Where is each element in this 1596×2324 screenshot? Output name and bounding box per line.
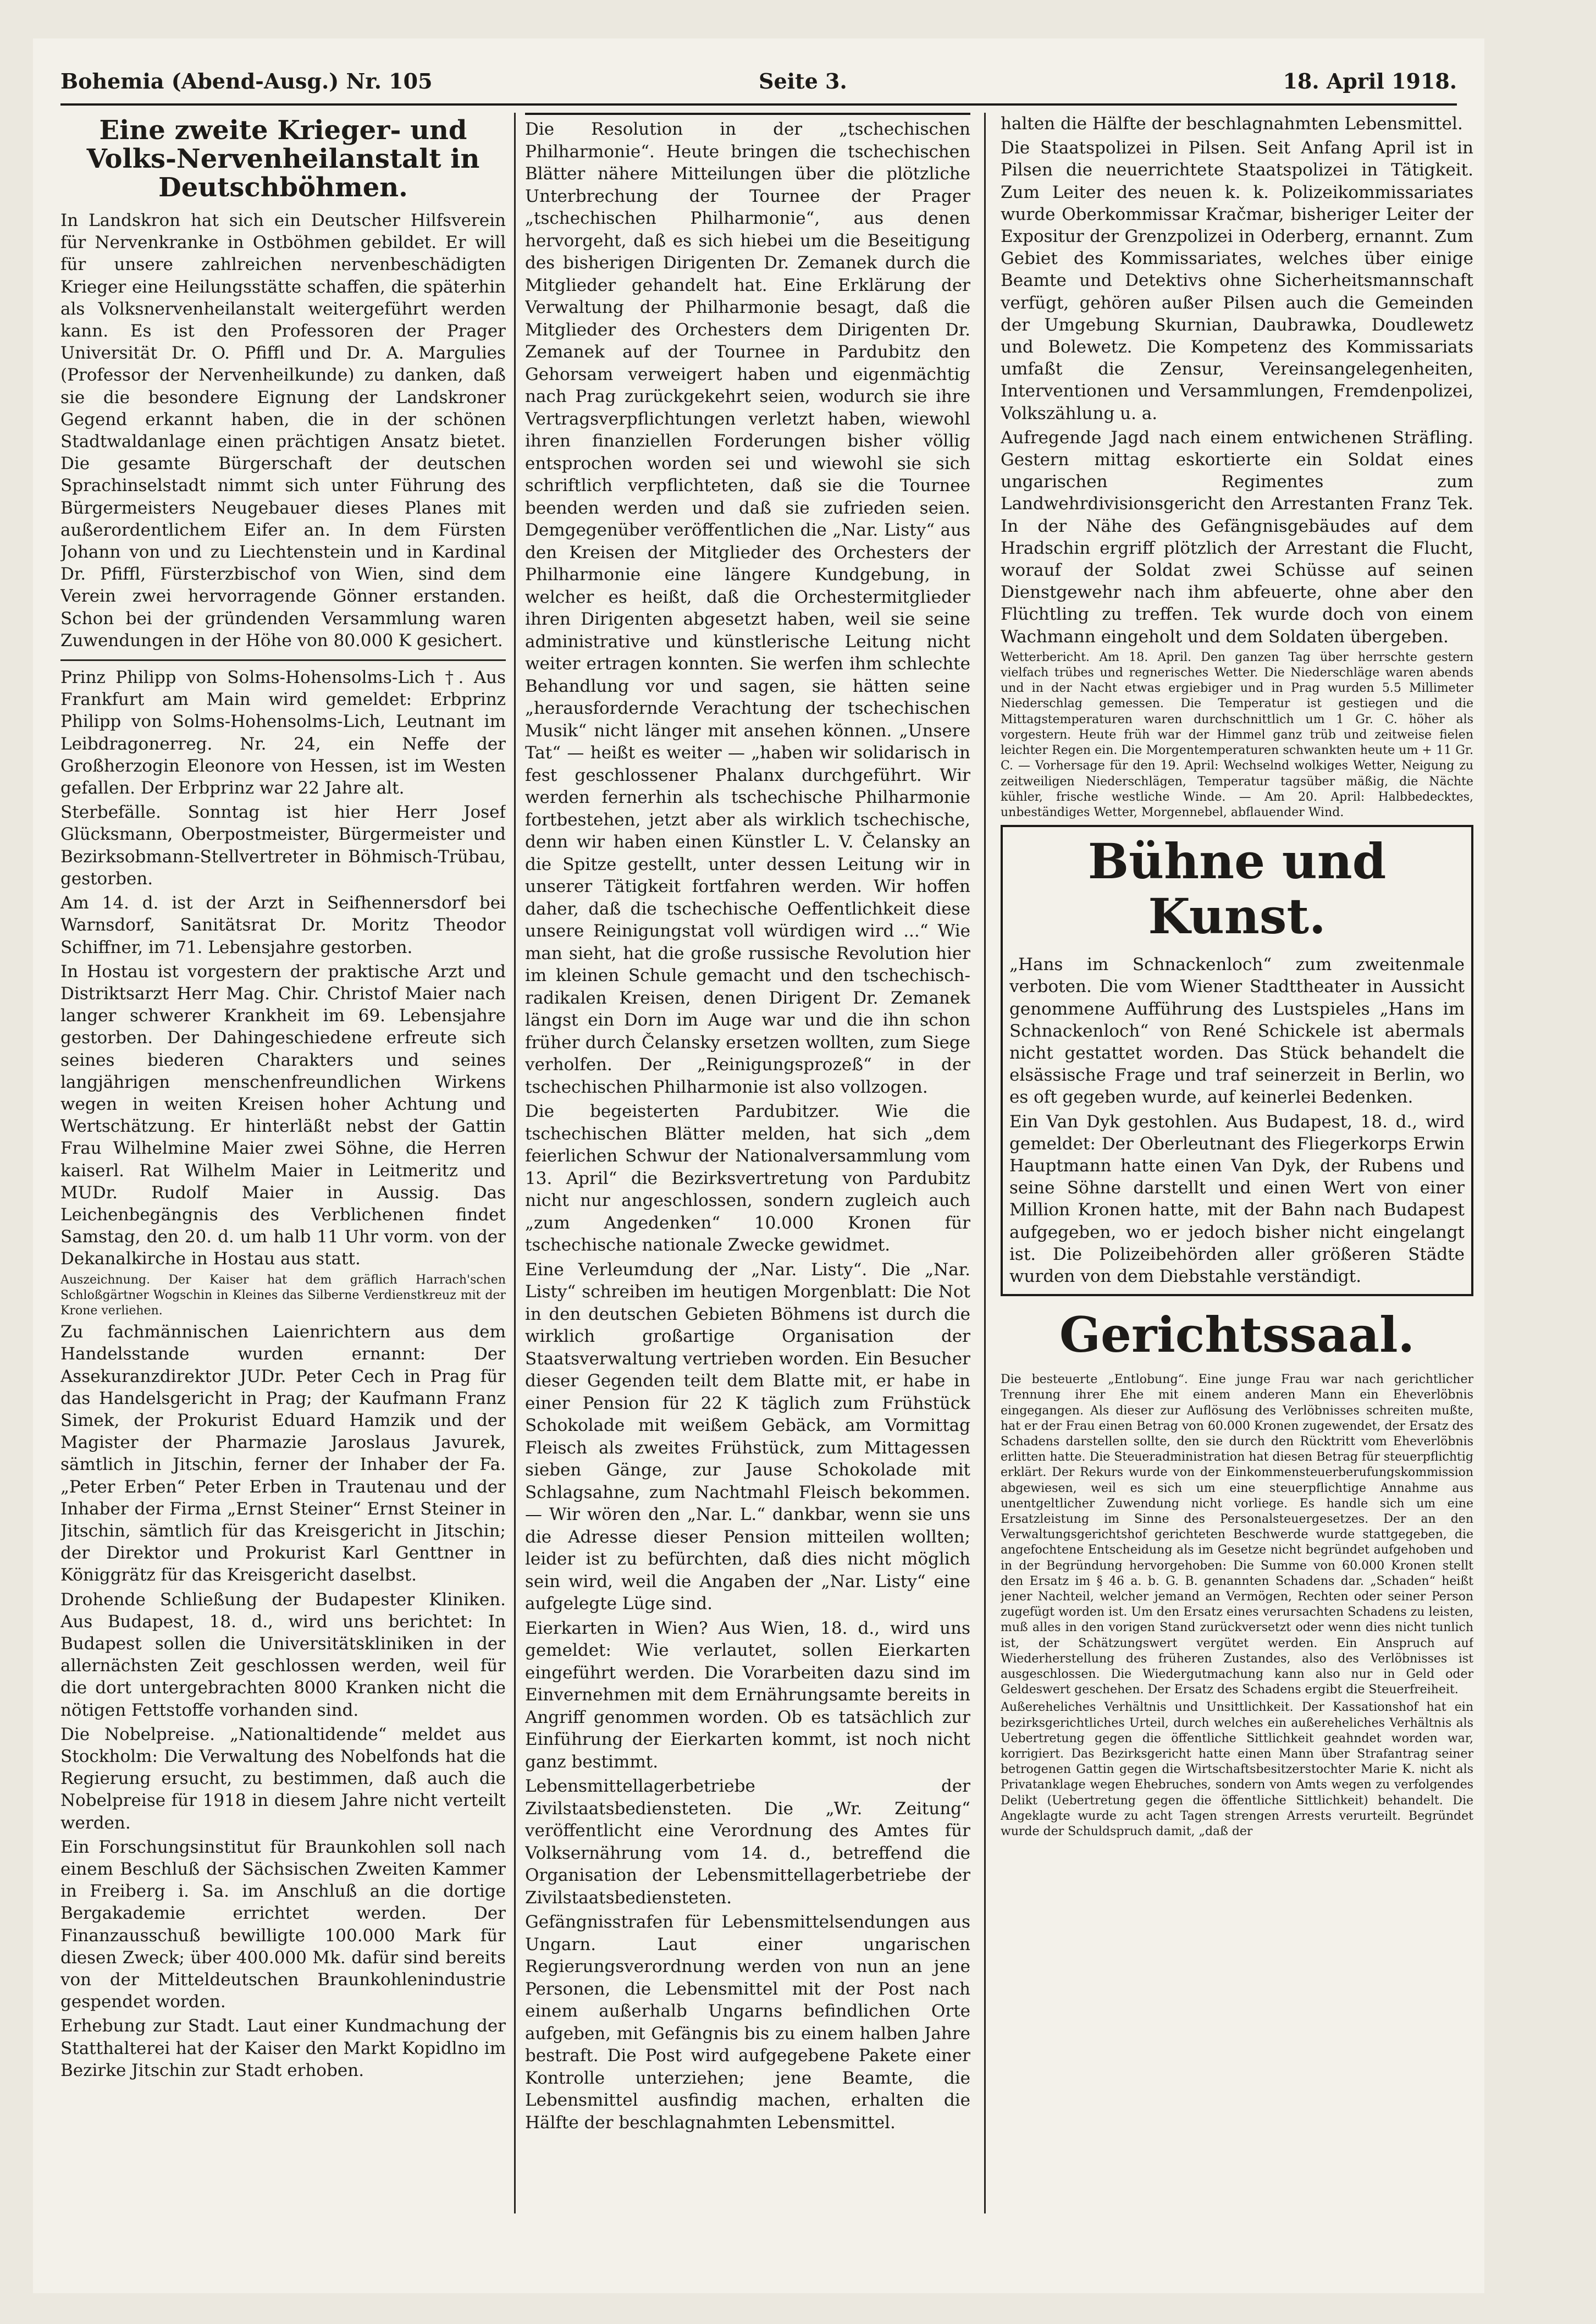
page-header	[60, 69, 1457, 99]
article-paragraph: Drohende Schließung der Budapester Kliniken. Aus Budapest, 18. d., wird uns berichtet: In Budapest sollen die Universitätskliniken in der allernächsten Zeit geschlossen werden, weil für die dort untergebrachten 8000 Kranken nicht die nötigen Fettstoffe vorhanden sind.	[60, 1589, 506, 1720]
article-paragraph: Lebensmittellagerbetriebe der Zivilstaatsbediensteten. Die „Wr. Zeitung“ veröffentlicht eine Verordnung des Amtes für Volksernährung vom 14. d., betreffend die Organisation der Lebensmittellagerbetriebe der Zivilstaatsbediensteten.	[525, 1776, 970, 1908]
header-page-number: Seite 3.	[759, 69, 847, 93]
article-paragraph: Die Resolution in der „tschechischen Philharmonie“. Heute bringen die tschechischen Blätter nähere Mitteilungen über die plötzliche Unterbrechung der Tournee der Prager „tschechischen Philharmonie“, aus denen hervorgeht, daß es sich hiebei um die Beseitigung des bisherigen Dirigenten Dr. Zemanek durch die Mitglieder gehandelt hat. Eine Erklärung der Verwaltung der Philharmonie besagt, daß die Mitglieder des Orchesters dem Dirigenten Dr. Zemanek auf der Tournee in Pardubitz den Gehorsam verweigert haben und eigenmächtig nach Prag zurückgekehrt seien, wodurch sie ihre Vertragsverpflichtungen verletzt haben, wiewohl ihren finanziellen Forderungen bisher völlig entsprochen worden sei und wiewohl sie sich schriftlich verpflichteten, daß sie die Tournee beenden werden und daß sie zufrieden seien. Demgegenüber veröffentlichen die „Nar. Listy“ aus den Kreisen der Mitglieder des Orchesters der Philharmonie eine längere Kundgebung, in welcher es heißt, daß die Orchestermitglieder ihren Dirigenten abgesetzt haben, weil sie seine administrative und künstlerische Leitung nicht weiter ertragen konnten. Sie werfen ihm schlechte Behandlung vor und sagen, sie hätten seine „herausfordernde Verachtung der tschechischen Musik“ nicht länger mit ansehen können. „Unsere Tat“ — heißt es weiter — „haben wir solidarisch in fest geschlossener Phalanx durchgeführt. Wir werden fernerhin als tschechische Philharmonie fortbestehen, jetzt aber als wirklich tschechische, denn wir haben einen Künstler L. V. Čelansky an die Spitze gestellt, unter dessen Leitung wir in unserer Tätigkeit fortfahren werden. Wir hoffen daher, daß die tschechische Oeffentlichkeit diese unsere Reinigungstat voll würdigen wird ...“ Wie man sieht, hat die große russische Revolution hier im kleinen Schule gemacht und den tschechisch-radikalen Kreisen, denen Dirigent Dr. Zemanek längst ein Dorn im Auge war und die ihn schon früher durch Čelansky ersetzen wollten, zum Siege verholfen. Der „Reinigungsprozeß“ in der tschechischen Philharmonie ist also vollzogen.	[525, 119, 970, 1097]
article-paragraph: Am 14. d. ist der Arzt in Seifhennersdorf bei Warnsdorf, Sanitätsrat Dr. Moritz Theodor Schiffner, im 71. Lebensjahre gestorben.	[60, 893, 506, 957]
column-divider	[514, 113, 516, 2213]
article-paragraph: Prinz Philipp von Solms-Hohensolms-Lich †. Aus Frankfurt am Main wird gemeldet: Erbprinz Philipp von Solms-Hohensolms-Lich, Leutnant im Leibdragonerreg. Nr. 24, ein Neffe der Großherzogin Eleonore von Hessen, ist im Westen gefallen. Der Erbprinz war 22 Jahre alt.	[60, 668, 506, 798]
boxed-section-buehne	[1001, 825, 1473, 1296]
article-paragraph: Die begeisterten Pardubitzer. Wie die tschechischen Blätter melden, hat sich „dem feierlichen Schwur der Nationalversammlung vom 13. April“ die Bezirksvertretung von Pardubitz nicht nur angeschlossen, sondern zugleich auch „zum Angedenken“ 10.000 Kronen für tschechische nationale Zwecke gewidmet.	[525, 1102, 970, 1255]
article-paragraph-small: Die besteuerte „Entlobung“. Eine junge Frau war nach gerichtlicher Trennung ihrer Ehe mit einem anderen Mann ein Eheverlöbnis eingegangen. Als dieser zur Auflösung des Verlöbnisses schreiten mußte, hat er der Frau einen Betrag von 60.000 Kronen zugewendet, der Ersatz des Schadens darstellen sollte, den sie durch den Rücktritt vom Eheverlöbnis erlitten hatte. Die Steueradministration hat diesen Betrag für steuerpflichtig erklärt. Der Rekurs wurde von der Einkommensteuerberufungskommission abgewiesen, weil es sich um eine steuerpflichtige Annahme aus unentgeltlicher Zuwendung nicht vorliege. Es handle sich um eine Ersatzleistung im Sinne des Personalsteuergesetzes. Der an den Verwaltungsgerichtshof gerichteten Beschwerde wurde stattgegeben, die angefochtene Entscheidung als im Gesetze nicht begründet aufgehoben und in der Begründung hervorgehoben: Die Summe von 60.000 Kronen stellt den Ersatz im § 46 a. b. G. B. genannten Schadens dar. „Schaden“ heißt jener Nachteil, welcher jemand an Vermögen, Rechten oder seiner Person zugefügt worden ist. Um den Ersatz eines verursachten Schadens zu leisten, muß alles in den vorigen Stand zurückversetzt oder wenn dies nicht tunlich ist, der Schätzungswert vergütet werden. Ein Anspruch auf Wiederherstellung des früheren Zustandes, also des Verlöbnisses ist ausgeschlossen. Die Wiedergutmachung kann also nur in Geld oder Geldeswert geschehen. Der Ersatz des Schadens ergibt die Steuerfreiheit.	[1001, 1373, 1473, 1697]
article-paragraph: Aufregende Jagd nach einem entwichenen Sträfling. Gestern mittag eskortierte ein Soldat eines ungarischen Regimentes zum Landwehrdivisionsgericht den Arrestanten Franz Tek. In der Nähe des Gefängnisgebäudes auf dem Hradschin ergriff plötzlich der Arrestant die Flucht, worauf der Soldat zwei Schüsse auf seinen Dienstgewehr nach ihm abfeuerte, ohne aber den Flüchtling zu treffen. Tek wurde doch von einem Wachmann eingeholt und dem Soldaten übergeben.	[1001, 427, 1473, 647]
column-right	[1001, 113, 1473, 2235]
column-left	[60, 113, 506, 2235]
article-paragraph: Die Nobelpreise. „Nationaltidende“ meldet aus Stockholm: Die Verwaltung des Nobelfonds hat die Regierung ersucht, zu bestimmen, daß auch die Nobelpreise für 1918 in diesem Jahre nicht verteilt werden.	[60, 1724, 506, 1833]
article-paragraph: „Hans im Schnackenloch“ zum zweitenmale verboten. Die vom Wiener Stadttheater in Aussicht genommene Aufführung des Lustspieles „Hans im Schnackenloch“ von René Schickele ist abermals nicht gestattet worden. Das Stück behandelt die elsässische Frage und traf seinerzeit in Berlin, wo es oft gegeben wurde, auf keinerlei Bedenken.	[1009, 955, 1465, 1108]
column-divider	[984, 113, 986, 2213]
header-date: 18. April 1918.	[1283, 69, 1457, 93]
article-paragraph: Eierkarten in Wien? Aus Wien, 18. d., wird uns gemeldet: Wie verlautet, sollen Eierkarten eingeführt werden. Die Vorarbeiten dazu sind im Einvernehmen mit dem Ernährungsamte bereits in Angriff genommen worden. Ob es tatsächlich zur Einführung der Eierkarten kommt, ist noch nicht ganz bestimmt.	[525, 1618, 970, 1772]
article-paragraph-small: Außereheliches Verhältnis und Unsittlichkeit. Der Kassationshof hat ein bezirksgerichtliches Urteil, durch welches ein außereheliches Verhältnis als Uebertretung gegen die öffentliche Sittlichkeit geahndet worden war, korrigiert. Das Bezirksgericht hatte einen Mann über Strafantrag seiner betrogenen Gattin gegen die Wirtschaftsbesitzerstochter Marie K. nicht als Privatanklage wegen Ehebruches, sondern von Amts wegen zu verfolgendes Delikt (Uebertretung gegen die öffentliche Sittlichkeit) behandelt. Die Angeklagte wurde zu acht Tagen strengen Arrests verurteilt. Begründet wurde der Schuldspruch damit, „daß der	[1001, 1700, 1473, 1839]
article-paragraph: Sterbefälle. Sonntag ist hier Herr Josef Glücksmann, Oberpostmeister, Bürgermeister und Bezirksobmann-Stellvertreter in Böhmisch-Trübau, gestorben.	[60, 802, 506, 889]
article-paragraph: In Hostau ist vorgestern der praktische Arzt und Distriktsarzt Herr Mag. Chir. Christof Maier nach langer schwerer Krankheit im 69. Lebensjahre gestorben. Der Dahingeschiedene erfreute sich seines biederen Charakters und seines langjährigen menschenfreundlichen Wirkens wegen in weiten Kreisen hoher Achtung und Wertschätzung. Er hinterläßt nebst der Gattin Frau Wilhelmine Maier zwei Söhne, die Herren kaiserl. Rat Wilhelm Maier in Leitmeritz und MUDr. Rudolf Maier in Aussig. Das Leichenbegängnis des Verblichenen findet Samstag, den 20. d. um halb 11 Uhr vorm. von der Dekanalkirche in Hostau aus statt.	[60, 961, 506, 1269]
article-paragraph: Ein Forschungsinstitut für Braunkohlen soll nach einem Beschluß der Sächsischen Zweiten Kammer in Freiberg i. Sa. im Anschluß an die dortige Bergakademie errichtet werden. Der Finanzausschuß bewilligte 100.000 Mark für diesen Zweck; über 400.000 Mk. dafür sind bereits von der Mitteldeutschen Braunkohlenindustrie gespendet worden.	[60, 1837, 506, 2012]
section-heading-buehne: Bühne und Kunst.	[1087, 833, 1387, 945]
column-middle	[525, 113, 970, 2219]
header-masthead: Bohemia (Abend-Ausg.) Nr. 105	[60, 69, 433, 93]
article-paragraph-small: Auszeichnung. Der Kaiser hat dem gräflich Harrach'schen Schloßgärtner Wogschin in Kleines das Silberne Verdienstkreuz mit der Krone verliehen.	[60, 1273, 506, 1318]
article-paragraph: Gefängnisstrafen für Lebensmittelsendungen aus Ungarn. Laut einer ungarischen Regierungsverordnung werden von nun an jene Personen, die Lebensmittel mit der Post nach einem außerhalb Ungarns befindlichen Orte aufgeben, mit Gefängnis bis zu einem halben Jahre bestraft. Die Post wird aufgegebene Pakete einer Kontrolle unterziehen; jene Beamte, die Lebensmittel ausfindig machen, erhalten die Hälfte der beschlagnahmten Lebensmittel.	[525, 1912, 970, 2133]
article-headline: Eine zweite Krieger- und Volks-Nervenheilanstalt in Deutschböhmen.	[86, 115, 480, 203]
article-paragraph: halten die Hälfte der beschlagnahmten Lebensmittel.	[1001, 114, 1463, 134]
section-heading-gerichtssaal: Gerichtssaal.	[1059, 1306, 1415, 1364]
separator	[60, 659, 506, 661]
article-paragraph: Die Staatspolizei in Pilsen. Seit Anfang April ist in Pilsen die neuerrichtete Staatspolizei in Tätigkeit. Zum Leiter des neuen k. k. Polizeikommissariates wurde Oberkommissar Kračmar, bisheriger Leiter der Expositur der Grenzpolizei in Oderberg, ernannt. Zum Gebiet des Kommissariates, welches über einige Beamte und Detektivs ohne Sicherheitsmannschaft verfügt, gehören außer Pilsen auch die Gemeinden der Umgebung Skurnian, Daubrawka, Doudlewetz und Bolewetz. Die Kompetenz des Kommissariats umfaßt die Zensur, Vereinsangelegenheiten, Interventionen und Versammlungen, Fremdenpolizei, Volkszählung u. a.	[1001, 138, 1473, 423]
article-paragraph: Eine Verleumdung der „Nar. Listy“. Die „Nar. Listy“ schreiben im heutigen Morgenblatt: Die Not in den deutschen Gebieten Böhmens ist durch die wirklich großartige Organisation der Staatsverwaltung vertrieben worden. Ein Besucher dieser Gegenden teilt dem Blatte mit, er habe in einer Pension für 22 K täglich zum Frühstück Schokolade mit weißem Gebäck, am Vormittag Fleisch als zweites Frühstück, zum Mittagessen sieben Gänge, zur Jause Schokolade mit Schlagsahne, zum Nachtmahl Fleisch bekommen. — Wir wören den „Nar. L.“ dankbar, wenn sie uns die Adresse dieser Pension mitteilen wollten; leider ist zu befürchten, daß dies nicht möglich sein wird, weil die Angaben der „Nar. Listy“ eine aufgelegte Lüge sind.	[525, 1259, 970, 1613]
article-paragraph: Erhebung zur Stadt. Laut einer Kundmachung der Statthalterei hat der Kaiser den Markt Kopidlno im Bezirke Jitschin zur Stadt erhoben.	[60, 2016, 506, 2080]
article-paragraph: In Landskron hat sich ein Deutscher Hilfsverein für Nervenkranke in Ostböhmen gebildet. Er will für unsere zahlreichen nervenbeschädigten Krieger eine Heilungsstätte schaffen, die späterhin als Volksnervenheilanstalt weitergeführt werden kann. Es ist den Professoren der Prager Universität Dr. O. Pfiffl und Dr. A. Margulies (Professor der Nervenheilkunde) zu danken, daß sie die besondere Eignung der Landskroner Gegend erkannt haben, die in der schönen Stadtwaldanlage einen prächtigen Ansatz bietet. Die gesamte Bürgerschaft der deutschen Sprachinselstadt nimmt sich unter Führung des Bürgermeisters Neugebauer dieses Planes mit außerordentlichem Eifer an. In dem Fürsten Johann von und zu Liechtenstein und in Kardinal Dr. Pfiffl, Fürsterzbischof von Wien, sind dem Verein zwei hervorragende Gönner erstanden. Schon bei der gründenden Versammlung waren Zuwendungen in der Höhe von 80.000 K gesichert.	[60, 211, 506, 651]
weather-report: Wetterbericht. Am 18. April. Den ganzen Tag über herrschte gestern vielfach trübes und regnerisches Wetter. Die Niederschläge waren abends und in der Nacht etwas ergiebiger und in Prag wurden 5.5 Millimeter Niederschlag gemessen. Die Temperatur ist gestiegen und die Mittagstemperaturen waren durchschnittlich um 1 Gr. C. höher als vorgestern. Heute früh war der Himmel ganz trüb und zeitweise fielen leichter Regen ein. Die Morgentemperaturen schwankten heute um + 11 Gr. C. — Vorhersage für den 19. April: Wechselnd wolkiges Wetter, Neigung zu zeitweiligen Niederschlägen, Temperatur tagsüber mäßig, die Nächte kühler, frische westliche Winde. — Am 20. April: Halbbedecktes, unbeständiges Wetter, Morgennebel, abflauender Wind.	[1001, 650, 1473, 819]
header-rule	[60, 103, 1457, 106]
article-paragraph: Ein Van Dyk gestohlen. Aus Budapest, 18. d., wird gemeldet: Der Oberleutnant des Fliegerkorps Erwin Hauptmann hatte einen Van Dyk, der Rubens und seine Söhne darstellt und einen Wert von einer Million Kronen hatte, mit der Bahn nach Budapest aufgegeben, wo er jedoch bisher nicht eingelangt ist. Die Polizeibehörden aller größeren Städte wurden von dem Diebstahle verständigt.	[1009, 1111, 1465, 1286]
article-paragraph: Zu fachmännischen Laienrichtern aus dem Handelsstande wurden ernannt: Der Assekuranzdirektor JUDr. Peter Cech in Prag für das Handelsgericht in Prag; der Kaufmann Franz Simek, der Prokurist Eduard Hamzik und der Magister der Pharmazie Jaroslaus Javurek, sämtlich in Jitschin, ferner der Inhaber der Fa. „Peter Erben“ Peter Erben in Trautenau und der Inhaber der Firma „Ernst Steiner“ Ernst Steiner in Jitschin, sämtlich für das Kreisgericht in Jitschin; der Direktor und Prokurist Karl Genttner in Königgrätz für das Kreisgericht daselbst.	[60, 1322, 506, 1585]
